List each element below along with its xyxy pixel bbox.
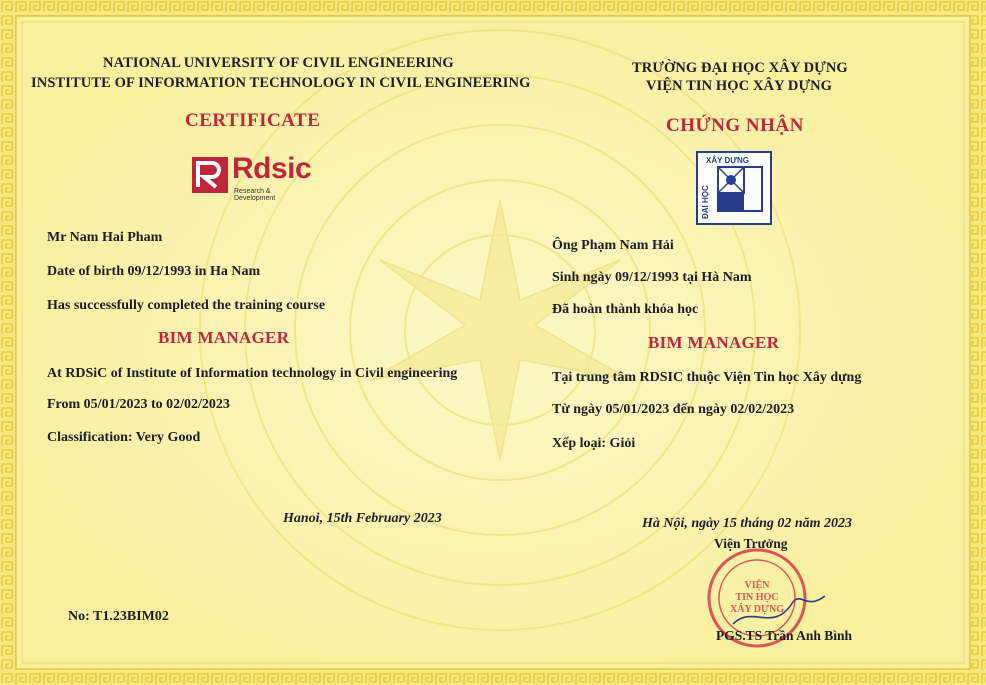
training-period-vi: Từ ngày 05/01/2023 đến ngày 02/02/2023 bbox=[552, 402, 795, 417]
institution-line-vi: Tại trung tâm RDSIC thuộc Viện Tin học Xây dựng bbox=[552, 370, 862, 385]
institute-name-en: INSTITUTE OF INFORMATION TECHNOLOGY IN CIVIL ENGINEERING bbox=[31, 75, 531, 91]
rdsic-subtitle: Research & Development bbox=[234, 188, 276, 202]
institution-line-en: At RDSiC of Institute of Information technology in Civil engineering bbox=[47, 366, 458, 381]
completed-course-vi: Đã hoàn thành khóa học bbox=[552, 302, 699, 317]
svg-text:XÂY DỰNG: XÂY DỰNG bbox=[730, 604, 784, 615]
university-name-en: NATIONAL UNIVERSITY OF CIVIL ENGINEERING bbox=[103, 55, 454, 71]
signer-title: Viện Trưởng bbox=[714, 536, 788, 551]
institute-name-vi: VIỆN TIN HỌC XÂY DỰNG bbox=[646, 78, 833, 94]
signer-name: PGS.TS Trần Anh Bình bbox=[716, 628, 853, 643]
issue-place-date-en: Hanoi, 15th February 2023 bbox=[283, 511, 442, 526]
recipient-name-vi: Ông Phạm Nam Hải bbox=[552, 238, 674, 253]
svg-text:TIN HỌC: TIN HỌC bbox=[735, 592, 779, 603]
svg-text:VIỆN: VIỆN bbox=[744, 580, 770, 591]
date-of-birth-en: Date of birth 09/12/1993 in Ha Nam bbox=[47, 264, 261, 279]
certificate-title-vi: CHỨNG NHẬN bbox=[666, 115, 804, 136]
certificate-title-en: CERTIFICATE bbox=[185, 110, 321, 131]
rdsic-logo bbox=[192, 152, 312, 202]
training-period-en: From 05/01/2023 to 02/02/2023 bbox=[47, 397, 230, 412]
course-name-en: BIM MANAGER bbox=[158, 328, 290, 347]
rdsic-mark-icon bbox=[192, 157, 228, 193]
rdsic-wordmark: Rdsic bbox=[232, 152, 312, 185]
classification-en: Classification: Very Good bbox=[47, 430, 201, 445]
university-logo bbox=[696, 151, 772, 225]
certificate-number: No: T1.23BIM02 bbox=[68, 609, 169, 624]
classification-vi: Xếp loại: Giỏi bbox=[552, 436, 636, 451]
course-name-vi: BIM MANAGER bbox=[648, 333, 780, 352]
completed-course-en: Has successfully completed the training course bbox=[47, 298, 326, 313]
recipient-name-en: Mr Nam Hai Pham bbox=[47, 230, 163, 245]
university-name-vi: TRƯỜNG ĐẠI HỌC XÂY DỰNG bbox=[632, 60, 848, 76]
date-of-birth-vi: Sinh ngày 09/12/1993 tại Hà Nam bbox=[552, 270, 752, 285]
issue-place-date-vi: Hà Nội, ngày 15 tháng 02 năm 2023 bbox=[642, 516, 853, 531]
university-logo-top-text: XÂY DỰNG bbox=[706, 156, 749, 165]
university-logo-side-text: ĐẠI HỌC bbox=[701, 185, 710, 219]
